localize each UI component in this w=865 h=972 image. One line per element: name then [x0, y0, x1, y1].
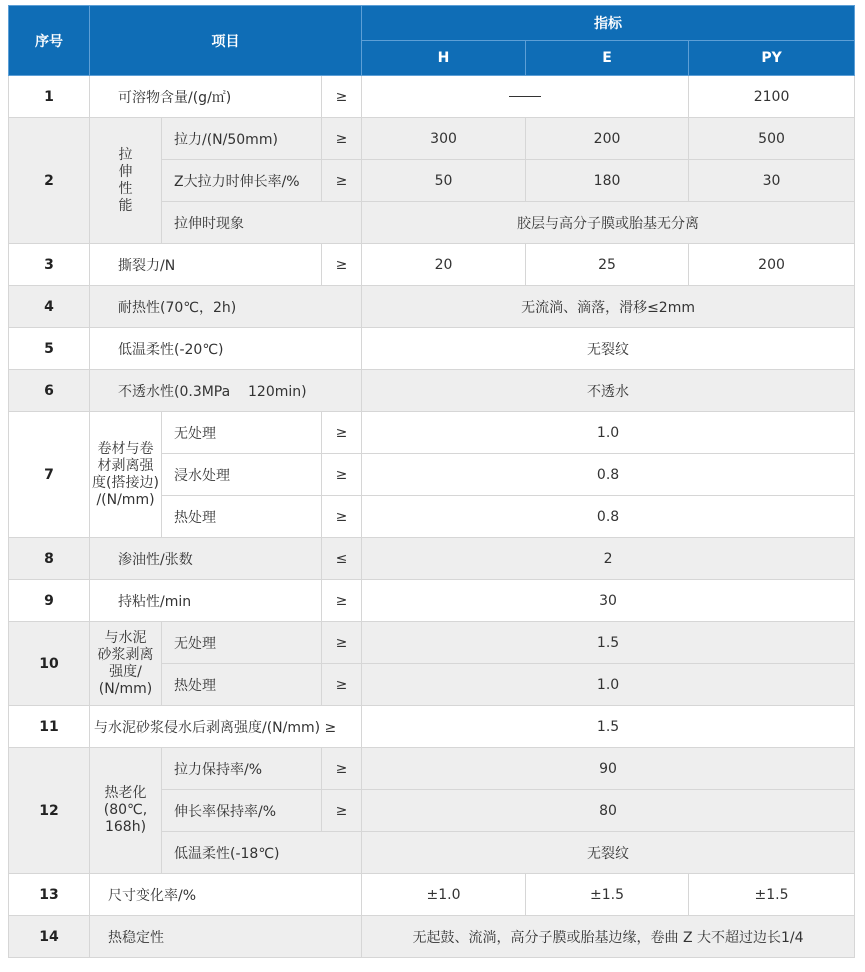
- row-group: 卷材与卷 材剥离强 度(搭接边) /(N/mm): [90, 412, 162, 538]
- row-value-h: ±1.0: [362, 874, 526, 916]
- row-item: 拉伸时现象: [162, 202, 362, 244]
- row-item: 不透水性(0.3MPa 120min): [90, 370, 362, 412]
- row-number: 6: [9, 370, 90, 412]
- row-item: 无处理: [162, 622, 322, 664]
- row-item: 拉力保持率/%: [162, 748, 322, 790]
- row-operator: ≥: [322, 118, 362, 160]
- row-value: 胶层与高分子膜或胎基无分离: [362, 202, 855, 244]
- row-item: 低温柔性(-20℃): [90, 328, 362, 370]
- row-operator: ≤: [322, 538, 362, 580]
- row-value: 无起鼓、流淌，高分子膜或胎基边缘，卷曲 Z 大不超过边长1/4: [362, 916, 855, 958]
- row-value: 90: [362, 748, 855, 790]
- row-number: 8: [9, 538, 90, 580]
- row-number: 2: [9, 118, 90, 244]
- row-item: 尺寸变化率/%: [90, 874, 362, 916]
- row-operator: ≥: [322, 160, 362, 202]
- row-value-py: 2100: [689, 76, 855, 118]
- header-item: 项目: [90, 6, 362, 76]
- row-operator: ≥: [322, 454, 362, 496]
- row-value-e: 200: [526, 118, 689, 160]
- row-value: 0.8: [362, 496, 855, 538]
- table-row: [9, 76, 855, 118]
- row-value: 0.8: [362, 454, 855, 496]
- row-value: 1.0: [362, 412, 855, 454]
- row-value-py: ±1.5: [689, 874, 855, 916]
- row-number: 5: [9, 328, 90, 370]
- row-value: 1.5: [362, 622, 855, 664]
- table-row: [9, 286, 855, 328]
- row-number: 14: [9, 916, 90, 958]
- dash-mark: [509, 96, 541, 97]
- table-row: [9, 748, 855, 790]
- row-value-he: [362, 76, 689, 118]
- row-value-e: 180: [526, 160, 689, 202]
- row-value: 不透水: [362, 370, 855, 412]
- row-value: 无流淌、滴落，滑移≤2mm: [362, 286, 855, 328]
- row-value-e: 25: [526, 244, 689, 286]
- row-operator: ≥: [322, 790, 362, 832]
- header-py: PY: [689, 41, 855, 76]
- row-group: 拉 伸 性 能: [90, 118, 162, 244]
- row-number: 7: [9, 412, 90, 538]
- row-item: 可溶物含量/(g/㎡): [90, 76, 322, 118]
- header-h: H: [362, 41, 526, 76]
- row-item: 浸水处理: [162, 454, 322, 496]
- row-item: Z大拉力时伸长率/%: [162, 160, 322, 202]
- row-operator: ≥: [322, 244, 362, 286]
- row-value-h: 20: [362, 244, 526, 286]
- row-group: 与水泥 砂浆剥离 强度/ (N/mm): [90, 622, 162, 706]
- table-row: [9, 622, 855, 664]
- row-value-py: 500: [689, 118, 855, 160]
- row-value: 2: [362, 538, 855, 580]
- row-number: 11: [9, 706, 90, 748]
- row-number: 12: [9, 748, 90, 874]
- row-value: 无裂纹: [362, 328, 855, 370]
- row-item: 渗油性/张数: [90, 538, 322, 580]
- row-operator: ≥: [322, 748, 362, 790]
- row-operator: ≥: [322, 580, 362, 622]
- table-row: [9, 874, 855, 916]
- row-item: 热处理: [162, 664, 322, 706]
- header-e: E: [526, 41, 689, 76]
- table-row: [9, 328, 855, 370]
- row-operator: ≥: [322, 412, 362, 454]
- row-value: 无裂纹: [362, 832, 855, 874]
- header-seq: 序号: [9, 6, 90, 76]
- row-number: 4: [9, 286, 90, 328]
- row-number: 10: [9, 622, 90, 706]
- table-row: [9, 916, 855, 958]
- row-item: 热处理: [162, 496, 322, 538]
- row-item: 无处理: [162, 412, 322, 454]
- row-value: 30: [362, 580, 855, 622]
- row-value: 1.0: [362, 664, 855, 706]
- table-row: [9, 538, 855, 580]
- row-group: 热老化 (80℃, 168h): [90, 748, 162, 874]
- row-operator: ≥: [322, 76, 362, 118]
- row-operator: ≥: [322, 664, 362, 706]
- table-row: [9, 244, 855, 286]
- table-row: [9, 706, 855, 748]
- row-item: 拉力/(N/50mm): [162, 118, 322, 160]
- row-item: 耐热性(70℃，2h): [90, 286, 362, 328]
- row-operator: ≥: [322, 622, 362, 664]
- row-item: 低温柔性(-18℃): [162, 832, 362, 874]
- row-number: 1: [9, 76, 90, 118]
- row-value: 1.5: [362, 706, 855, 748]
- row-value-py: 200: [689, 244, 855, 286]
- table-row: [9, 118, 855, 160]
- row-value-e: ±1.5: [526, 874, 689, 916]
- table-row: [9, 370, 855, 412]
- row-number: 13: [9, 874, 90, 916]
- row-item: 热稳定性: [90, 916, 362, 958]
- spec-table: [8, 5, 855, 958]
- table-row: [9, 412, 855, 454]
- header-index: 指标: [362, 6, 855, 41]
- table-row: [9, 580, 855, 622]
- row-operator: ≥: [322, 496, 362, 538]
- row-value-py: 30: [689, 160, 855, 202]
- table-header: [9, 6, 855, 76]
- row-value-h: 50: [362, 160, 526, 202]
- row-item: 持粘性/min: [90, 580, 322, 622]
- row-value-h: 300: [362, 118, 526, 160]
- row-number: 9: [9, 580, 90, 622]
- row-value: 80: [362, 790, 855, 832]
- row-item: 与水泥砂浆侵水后剥离强度/(N/mm) ≥: [90, 706, 362, 748]
- row-item: 撕裂力/N: [90, 244, 322, 286]
- row-item: 伸长率保持率/%: [162, 790, 322, 832]
- row-number: 3: [9, 244, 90, 286]
